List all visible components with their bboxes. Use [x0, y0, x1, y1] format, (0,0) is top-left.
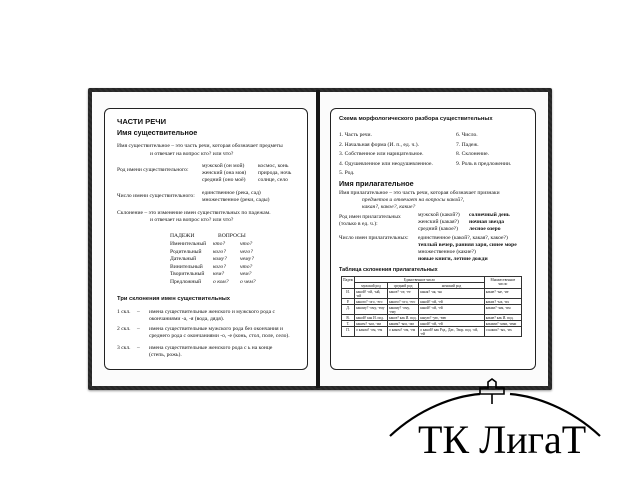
table-cell: каким? -ым, -им — [355, 321, 388, 327]
table-cell: какому? -ому, -ему — [355, 305, 388, 315]
noun-definition-2: и отвечает на вопрос кто? или что? — [150, 151, 234, 157]
table-case-cell: В. — [342, 315, 355, 321]
table-cell: о каком? -ом, -ем — [355, 327, 388, 337]
table-cell: какую? -ую, -юю — [419, 315, 484, 321]
noun-gender-ex-f: природа, ночь — [258, 170, 292, 176]
declension-1-n: 1 скл. — [117, 309, 131, 315]
cases-header: ПАДЕЖИ — [170, 233, 195, 239]
case-question: чем? — [240, 271, 252, 278]
declension-1-d: – — [137, 309, 140, 315]
brand-logo-text: ТК ЛигаТ — [418, 417, 587, 462]
case-question: чему? — [240, 256, 254, 263]
noun-number-sg: единственное (река, сад) — [202, 190, 261, 196]
table-cell: какое? -ое, -ее — [388, 289, 419, 299]
case-question: о ком? — [213, 279, 229, 285]
adj-gender-ex-n: лесное озеро — [469, 226, 501, 232]
declension-3-l1: имена существительные женского рода с ь на конце — [149, 345, 273, 351]
adj-gender-label-1: Род имен прилагательных — [339, 214, 401, 220]
case-question: о чем? — [240, 279, 256, 285]
adj-number-pl-ex: новые книги, летние дожди — [418, 256, 488, 262]
table-cell: какого? -ого, -его — [388, 299, 419, 305]
declension-definition-1: Склонение – это изменение имен существительных по падежам. — [117, 210, 271, 216]
table-cell: какой? -ой, -ей — [419, 299, 484, 305]
table-case-cell: Д. — [342, 305, 355, 315]
morph-scheme-title: Схема морфологического разбора существительных — [339, 116, 493, 122]
noun-number-pl: множественное (реки, сады) — [202, 197, 270, 203]
scheme-item: 3. Собственное или нарицательное. — [339, 151, 424, 158]
table-row — [342, 327, 522, 337]
noun-gender-m: мужской (он мой) — [202, 163, 245, 169]
table-cell: какая? -ая, -яя — [419, 289, 484, 299]
noun-heading: Имя существительное — [117, 128, 198, 137]
table-header-case: Падеж — [342, 277, 355, 289]
scheme-item: 9. Роль в предложении. — [456, 160, 512, 167]
adj-number-sg: единственное (какой?, какая?, какое?) — [418, 235, 508, 241]
book-spine — [316, 90, 320, 388]
scheme-item: 1. Часть речи. — [339, 132, 372, 138]
adj-gender-n: средний (какое?) — [418, 226, 459, 232]
case-name: Винительный — [170, 263, 203, 270]
adj-gender-f: женский (какая?) — [418, 219, 459, 225]
case-name: Именительный — [170, 241, 207, 247]
table-cell: какого? -ого, -его — [355, 299, 388, 305]
adjective-definition-1: Имя прилагательное – это часть речи, которая обозначает признаки — [339, 190, 500, 196]
scheme-item: 6. Число. — [456, 132, 478, 138]
adj-table-title: Таблица склонения прилагательных — [339, 267, 438, 273]
case-question: кого? — [213, 248, 226, 255]
case-name: Творительный — [170, 271, 205, 278]
case-question: что? — [240, 241, 253, 247]
table-header-masc: мужской род — [355, 283, 388, 289]
noun-gender-n: средний (оно моё) — [202, 177, 246, 183]
table-cell: какие? как И. под. — [484, 315, 521, 321]
case-question: кем? — [213, 271, 225, 278]
declension-2-n: 2 скл. — [117, 326, 131, 332]
table-cell: какой? как И. под. — [355, 315, 388, 321]
table-case-cell: И. — [342, 289, 355, 299]
table-cell: каким? -ым, -им — [388, 321, 419, 327]
table-cell: какие? -ые, -ие — [484, 289, 521, 299]
table-cell: какой? -ой, -ей — [419, 321, 484, 327]
noun-gender-label: Род имени существительного: — [117, 167, 189, 173]
table-cell: какому? -ому, -ему — [388, 305, 419, 315]
declension-3-n: 3 скл. — [117, 345, 131, 351]
adj-gender-m: мужской (какой?) — [418, 212, 460, 218]
noun-gender-ex-m: космос, конь — [258, 163, 289, 169]
case-question: кто? — [213, 241, 226, 247]
declension-1-l2: окончаниями -а, -я (вода, дядя). — [149, 316, 225, 322]
adjective-definition-2: предметов и отвечает на вопросы какой?, — [362, 197, 465, 203]
declension-1-l1: имена существительные женского и мужского рода с — [149, 309, 275, 315]
three-declensions-title: Три склонения имен существительных — [117, 296, 231, 302]
case-question: кому? — [213, 256, 227, 263]
table-cell: какими? -ыми, -ими — [484, 321, 521, 327]
scheme-item: 5. Род. — [339, 170, 355, 177]
table-cell: о какой? как Род., Дат., Твор. под. -ой, -ей — [419, 327, 484, 337]
declension-3-l2: (степь, рожь). — [149, 352, 182, 358]
declension-3-d: – — [137, 345, 140, 351]
case-question: чего? — [240, 248, 253, 255]
table-row — [342, 321, 522, 327]
table-header-fem: женский род — [419, 283, 484, 289]
adjective-definition-3: какая?, какое?, какие? — [362, 204, 416, 210]
table-cell: какое? как И. под. — [388, 315, 419, 321]
table-header-neut: средний род — [388, 283, 419, 289]
table-header-plural: Множественное число — [484, 277, 521, 289]
table-cell: о каких? -ых, -их — [484, 327, 521, 337]
table-row — [342, 305, 522, 315]
case-question: что? — [240, 263, 253, 270]
adj-gender-label-2: (только в ед. ч.): — [339, 221, 378, 227]
noun-gender-f: женский (она моя) — [202, 170, 247, 176]
questions-header: ВОПРОСЫ — [218, 233, 246, 239]
table-header-singular: Единственное число — [355, 277, 485, 283]
table-cell: какой? -ой, -ей — [419, 305, 484, 315]
table-case-cell: П. — [342, 327, 355, 337]
case-question: кого? — [213, 263, 226, 270]
table-cell: каким? -ым, -им — [484, 305, 521, 315]
case-name: Дательный — [170, 256, 197, 263]
adjective-declension-table — [341, 276, 522, 337]
scheme-item: 8. Склонение. — [456, 151, 489, 158]
table-case-cell: Т. — [342, 321, 355, 327]
case-name: Родительный — [170, 248, 202, 255]
table-cell: каких? -ых, -их — [484, 299, 521, 305]
noun-definition-1: Имя существительное – это часть речи, которая обозначает предметы — [117, 143, 283, 149]
adjective-heading: Имя прилагательное — [339, 179, 414, 188]
scheme-item: 7. Падеж. — [456, 141, 479, 148]
declension-2-d: – — [137, 326, 140, 332]
declension-definition-2: и отвечает на вопрос кто? или что? — [150, 217, 234, 223]
adj-gender-ex-f: ночная звезда — [469, 219, 504, 225]
left-title: ЧАСТИ РЕЧИ — [117, 117, 167, 126]
adj-number-label: Число имен прилагательных: — [339, 235, 409, 241]
adj-number-sg-ex: теплый вечер, ранняя заря, синее море — [418, 242, 517, 248]
table-row — [342, 289, 522, 299]
declension-2-l2: среднего рода с окончаниями -о, -е (конь, стол, поле, село). — [149, 333, 290, 339]
noun-gender-ex-n: солнце, село — [258, 177, 288, 183]
table-row — [342, 299, 522, 305]
noun-number-label: Число имени существительного: — [117, 193, 195, 199]
table-cell: о каком? -ом, -ем — [388, 327, 419, 337]
adj-number-pl: множественное (какие?) — [418, 249, 476, 255]
scheme-item: 4. Одушевленное или неодушевленное. — [339, 160, 433, 167]
adj-gender-ex-m: солнечный день — [469, 212, 510, 218]
table-cell: какой? -ой, -ый, -ий — [355, 289, 388, 299]
table-case-cell: Р. — [342, 299, 355, 305]
declension-2-l1: имена существительные мужского рода без окончания и — [149, 326, 283, 332]
case-name: Предложный — [170, 279, 202, 285]
scheme-item: 2. Начальная форма (И. п., ед. ч.). — [339, 141, 419, 148]
